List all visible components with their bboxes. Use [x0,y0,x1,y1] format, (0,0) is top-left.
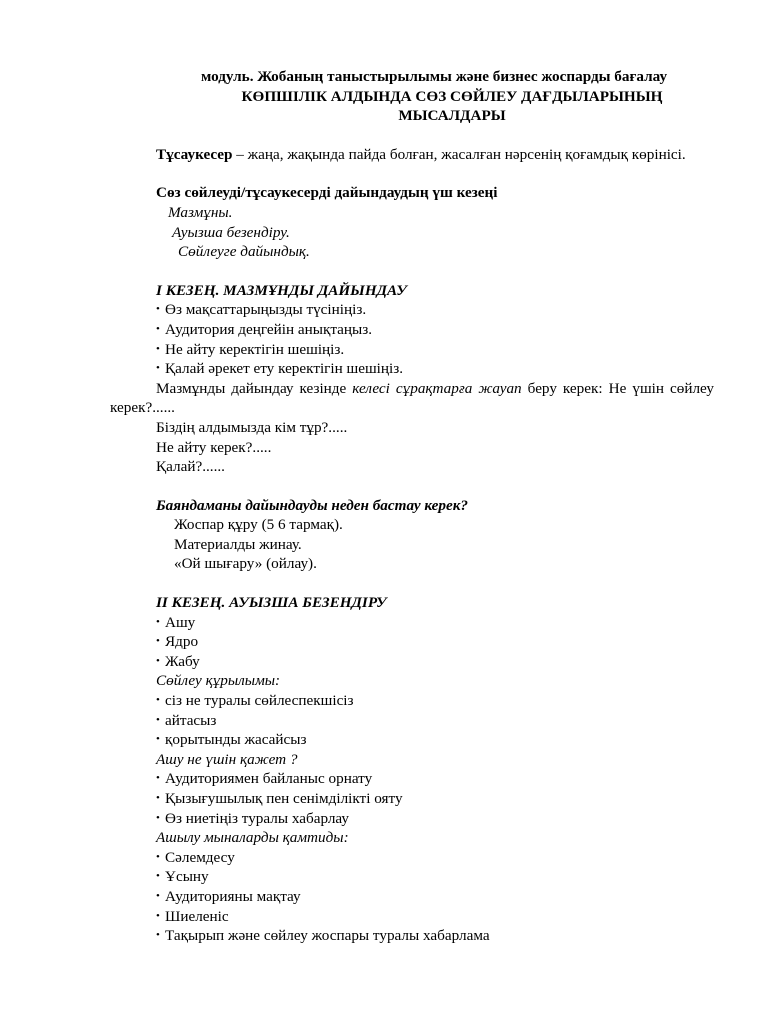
definition-paragraph [110,145,714,165]
stages-heading: Сөз сөйлеуді/тұсаукесерді дайындаудың үш кезеңі [156,184,498,202]
stage-item: Ауызша безендіру. [172,223,290,241]
list-item: • Қызығушылық пен сенімділікті ояту [156,789,714,809]
list-item: • Аудитория деңгейін анықтаңыз. [156,320,714,340]
page-title-line-1: КӨПШІЛІК АЛДЫНДА СӨЗ СӨЙЛЕУ ДАҒДЫЛАРЫНЫҢ [241,87,663,105]
stage1-heading: I КЕЗЕҢ. МАЗМҰНДЫ ДАЙЫНДАУ [156,281,407,299]
includes-heading: Ашылу мыналарды қамтиды: [156,829,349,847]
report-item: Жоспар құру (5 6 тармақ). [174,516,343,534]
paragraph-end: беру керек: Не үшін сөйлеу керек?...... [110,379,714,417]
list-item: • Тақырып және сөйлеу жоспары туралы хабарлама [156,926,714,946]
stage-item: Мазмұны. [168,203,233,221]
page-title-line-2: МЫСАЛДАРЫ [398,107,506,125]
list-item: • Ядро [156,632,714,652]
paragraph-start: Мазмұнды дайындау кезінде [156,379,353,397]
list-item: • Ашу [156,613,714,633]
includes-bullet-list [110,848,714,946]
document-content [110,67,714,946]
list-item: • Ұсыну [156,867,714,887]
list-item: • Өз мақсаттарыңызды түсініңіз. [156,300,714,320]
list-item: • сіз не туралы сөйлеспекшісіз [156,691,714,711]
stage2-heading: II КЕЗЕҢ. АУЫЗША БЕЗЕНДІРУ [156,594,387,612]
stage-item: Сөйлеуге дайындық. [178,243,310,261]
report-item: «Ой шығару» (ойлау). [174,555,317,573]
stage1-section [110,281,714,477]
question-line: Біздің алдымызда кім тұр?..... [156,418,348,436]
list-item: • Не айту керектігін шешіңіз. [156,340,714,360]
why-heading: Ашу не үшін қажет ? [156,750,298,768]
stages-section [110,183,714,261]
module-title: модуль. Жобаның таныстырылымы және бизнес жоспарды бағалау [200,68,668,85]
report-heading: Баяндаманы дайындауды неден бастау керек? [156,496,468,514]
stage1-bullet-list [110,300,714,378]
stage2-bullet-list [110,613,714,672]
report-section [110,496,714,574]
list-item: • Аудиторияны мақтау [156,887,714,907]
question-line: Не айту керек?..... [156,438,272,456]
paragraph-italic: келесі сұрақтарға жауап [352,379,522,397]
list-item: • Жабу [156,652,714,672]
report-item: Материалды жинау. [174,535,302,553]
structure-bullet-list [110,691,714,750]
stage2-section [110,593,714,946]
why-bullet-list [110,769,714,828]
list-item: • қорытынды жасайсыз [156,730,714,750]
structure-heading: Сөйлеу құрылымы: [156,672,281,690]
list-item: • Сәлемдесу [156,848,714,868]
question-line: Қалай?...... [156,458,225,476]
list-item: • Аудиториямен байланыс орнату [156,769,714,789]
list-item: • Қалай әрекет ету керектігін шешіңіз. [156,359,714,379]
list-item: • Шиеленіс [156,907,714,927]
definition-text: – жаңа, жақында пайда болған, жасалған нәрсенің қоғамдық көрінісі. [232,145,686,163]
list-item: • Өз ниетіңіз туралы хабарлау [156,809,714,829]
list-item: • айтасыз [156,711,714,731]
definition-term: Тұсаукесер [156,145,233,163]
content-prep-paragraph [110,379,714,418]
